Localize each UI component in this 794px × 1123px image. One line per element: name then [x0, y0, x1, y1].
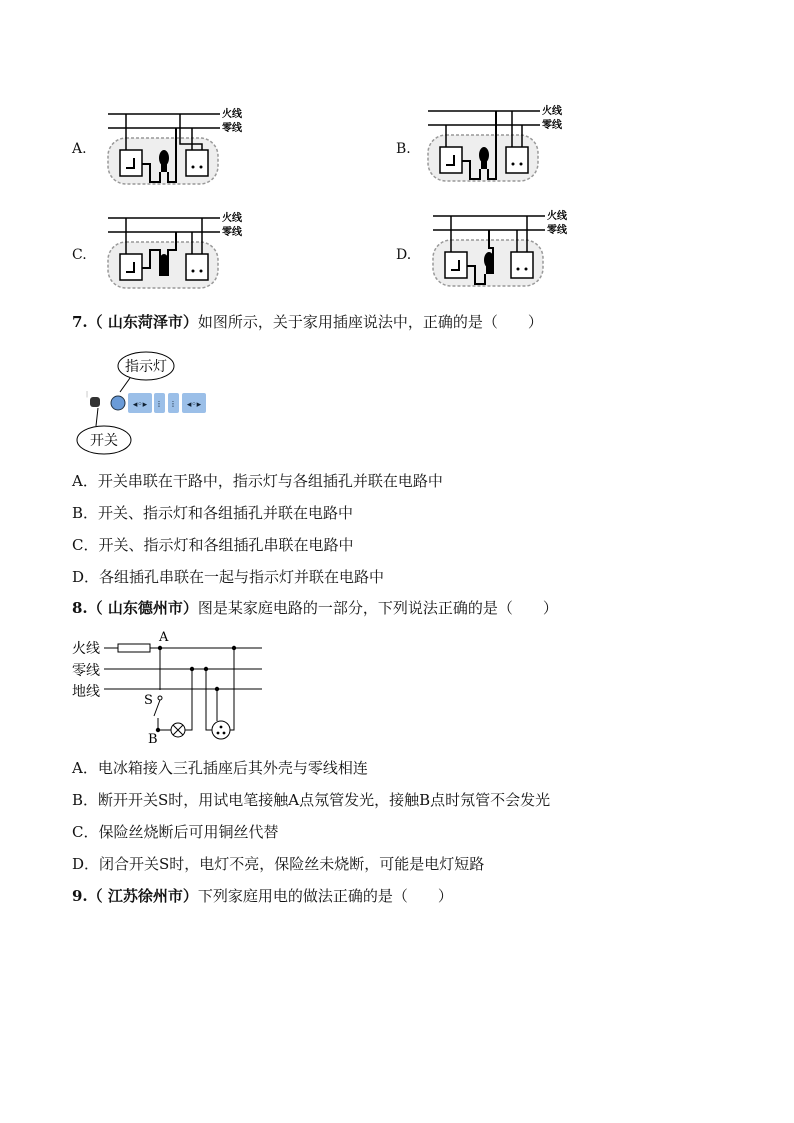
q9-number: 9. — [72, 887, 88, 905]
q7-option-b: B．开关、指示灯和各组插孔并联在电路中 — [72, 504, 354, 522]
q8-source: （ 山东德州市） — [87, 599, 198, 617]
q6c-neutral-label: 零线 — [222, 227, 242, 238]
q6c-live-label: 火线 — [222, 213, 242, 224]
q9-question — [72, 886, 453, 906]
q9-source: （ 江苏徐州市） — [87, 887, 198, 905]
svg-text:⁞: ⁞ — [171, 400, 175, 409]
q8-circuit-diagram — [72, 628, 268, 748]
q6d-live-label: 火线 — [547, 211, 567, 222]
q7-option-c: C．开关、指示灯和各组插孔串联在电路中 — [72, 536, 354, 554]
svg-text:|: | — [86, 391, 89, 398]
q8-option-a: A．电冰箱接入三孔插座后其外壳与零线相连 — [72, 759, 368, 777]
q7-stem: 如图所示，关于家用插座说法中，正确的是（ ） — [197, 313, 543, 331]
q6-option-d-letter: D. — [396, 247, 412, 263]
q7-switch-label: 开关 — [90, 433, 118, 449]
q6b-neutral-label: 零线 — [542, 120, 562, 131]
q7-power-strip-diagram — [76, 346, 226, 458]
q8-question — [72, 598, 558, 618]
q6-option-a-letter: A. — [72, 141, 87, 157]
q6-option-b-letter: B. — [396, 141, 411, 157]
q8-ground-label: 地线 — [72, 684, 100, 700]
q8-point-a-label: A — [159, 630, 169, 645]
q7-number: 7. — [72, 313, 88, 331]
q6-diagram-b — [424, 103, 570, 187]
q8-neutral-label: 零线 — [72, 663, 100, 679]
q8-option-d: D．闭合开关S时，电灯不亮，保险丝未烧断，可能是电灯短路 — [72, 855, 485, 873]
q6-diagram-d — [429, 208, 575, 292]
svg-text:⁞: ⁞ — [157, 400, 161, 409]
q8-point-b-label: B — [148, 732, 158, 747]
q6-diagram-a — [104, 106, 250, 190]
q9-stem: 下列家庭用电的做法正确的是（ ） — [197, 887, 453, 905]
q6d-neutral-label: 零线 — [547, 225, 567, 236]
q7-question — [72, 312, 543, 332]
q8-number: 8. — [72, 599, 88, 617]
q8-option-b: B．断开开关S时，用试电笔接触A点氖管发光，接触B点时氖管不会发光 — [72, 791, 551, 809]
q7-indicator-label: 指示灯 — [125, 359, 167, 375]
q6a-live-label: 火线 — [222, 109, 242, 120]
svg-text:◂◦▸: ◂◦▸ — [132, 400, 148, 410]
q6b-live-label: 火线 — [542, 106, 562, 117]
svg-text:◂◦▸: ◂◦▸ — [186, 400, 202, 410]
q8-option-c: C．保险丝烧断后可用铜丝代替 — [72, 823, 279, 841]
q7-option-a: A．开关串联在干路中，指示灯与各组插孔并联在电路中 — [72, 472, 443, 490]
q7-option-d: D．各组插孔串联在一起与指示灯并联在电路中 — [72, 568, 385, 586]
q6a-neutral-label: 零线 — [222, 123, 242, 134]
q8-point-s-label: S — [144, 693, 153, 708]
q8-stem: 图是某家庭电路的一部分，下列说法正确的是（ ） — [197, 599, 558, 617]
q8-live-label: 火线 — [72, 641, 100, 657]
q6-diagram-c — [104, 210, 250, 294]
q6-option-c-letter: C. — [72, 247, 87, 263]
q7-source: （ 山东菏泽市） — [87, 313, 198, 331]
